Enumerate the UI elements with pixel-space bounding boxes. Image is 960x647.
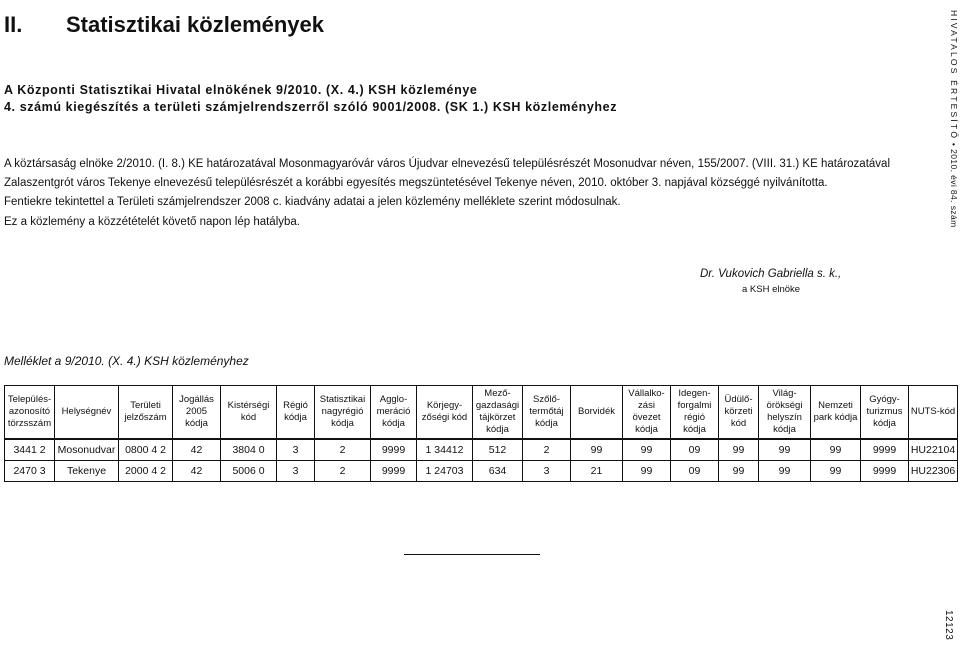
notice-title-line-2: 4. számú kiegészítés a területi számjelrendszerről szóló 9001/2008. (SK 1.) KSH közleményhez — [4, 100, 618, 114]
table-cell: 09 — [671, 461, 719, 482]
table-cell: 99 — [811, 461, 861, 482]
publication-name: HIVATALOS ÉRTESÍTŐ — [949, 10, 959, 141]
table-cell: 99 — [719, 439, 759, 461]
signature-block — [700, 268, 841, 295]
table-cell: 99 — [623, 439, 671, 461]
table-cell: 1 34412 — [417, 439, 473, 461]
column-header: Világ- örökségi helyszín kódja — [759, 386, 811, 440]
issue-number: 2010. évi 84. szám — [949, 149, 959, 228]
notice-body — [4, 155, 934, 232]
table-cell: 99 — [759, 461, 811, 482]
table-cell: Tekenye — [55, 461, 119, 482]
table-cell: 3804 0 — [221, 439, 277, 461]
column-header: Gyógy- turizmus kódja — [861, 386, 909, 440]
table-cell: 9999 — [861, 439, 909, 461]
table-cell: 42 — [173, 439, 221, 461]
publication-running-head — [943, 10, 959, 370]
annex-title: Melléklet a 9/2010. (X. 4.) KSH közleményhez — [4, 354, 249, 368]
table-header-row — [5, 386, 958, 440]
column-header: Üdülő- körzeti kód — [719, 386, 759, 440]
column-header: Idegen- forgalmi régió kódja — [671, 386, 719, 440]
table-cell: HU22306 — [909, 461, 958, 482]
table-cell: 2470 3 — [5, 461, 55, 482]
notice-title — [4, 82, 617, 116]
signatory-name: Dr. Vukovich Gabriella s. k., — [700, 268, 842, 280]
table-cell: 3 — [277, 461, 315, 482]
footer-rule — [404, 554, 540, 555]
table-cell: HU22104 — [909, 439, 958, 461]
table-cell: 99 — [623, 461, 671, 482]
table-cell: 2 — [315, 439, 371, 461]
column-header: Agglo- meráció kódja — [371, 386, 417, 440]
column-header: Szőlő- termőtáj kódja — [523, 386, 571, 440]
table-cell: 99 — [571, 439, 623, 461]
table-cell: 512 — [473, 439, 523, 461]
signatory-role: a KSH elnöke — [742, 284, 801, 295]
column-header: Területi jelzőszám — [119, 386, 173, 440]
table-cell: 99 — [719, 461, 759, 482]
body-paragraph-3: Ez a közlemény a közzétételét követő napon lép hatályba. — [4, 215, 300, 228]
table-row — [5, 461, 958, 482]
column-header: NUTS-kód — [909, 386, 958, 440]
table-cell: 09 — [671, 439, 719, 461]
bullet-separator: • — [949, 142, 959, 147]
table-cell: Mosonudvar — [55, 439, 119, 461]
table-cell: 21 — [571, 461, 623, 482]
table-row — [5, 439, 958, 461]
table-cell: 9999 — [861, 461, 909, 482]
table-cell: 99 — [811, 439, 861, 461]
column-header: Vállalko- zási övezet kódja — [623, 386, 671, 440]
column-header: Borvidék — [571, 386, 623, 440]
table-cell: 5006 0 — [221, 461, 277, 482]
table-cell: 2 — [523, 439, 571, 461]
notice-title-line-1: A Központi Statisztikai Hivatal elnökének 9/2010. (X. 4.) KSH közleménye — [4, 83, 478, 97]
table-cell: 2 — [315, 461, 371, 482]
column-header: Nemzeti park kódja — [811, 386, 861, 440]
table-cell: 9999 — [371, 461, 417, 482]
table-cell: 634 — [473, 461, 523, 482]
body-paragraph-1: A köztársaság elnöke 2/2010. (I. 8.) KE határozatával Mosonmagyaróvár város Újudvar elnevezésű településrészét Mosonudvar néven, 155/2007. (VIII. 31.) KE határozatával Zalaszentgrót város Tekenye elnevezésű településrészét a korábbi egyesítés megszüntetésével Tekenye néven, 2010. október 3. napjával községgé nyilvánította. — [4, 158, 890, 190]
table-cell: 9999 — [371, 439, 417, 461]
table-cell: 3 — [277, 439, 315, 461]
table-cell: 3 — [523, 461, 571, 482]
body-paragraph-2: Fentiekre tekintettel a Területi számjelrendszer 2008 c. kiadvány adatai a jelen közlemény melléklete szerint módosulnak. — [4, 196, 621, 209]
column-header: Kistérségi kód — [221, 386, 277, 440]
table-cell: 99 — [759, 439, 811, 461]
column-header: Statisztikai nagyrégió kódja — [315, 386, 371, 440]
column-header: Jogállás 2005 kódja — [173, 386, 221, 440]
page-number: 12123 — [943, 610, 954, 641]
table-cell: 2000 4 2 — [119, 461, 173, 482]
column-header: Mező- gazdasági tájkörzet kódja — [473, 386, 523, 440]
table-cell: 3441 2 — [5, 439, 55, 461]
column-header: Helységnév — [55, 386, 119, 440]
column-header: Régió kódja — [277, 386, 315, 440]
section-heading — [4, 12, 324, 38]
section-title: Statisztikai közlemények — [66, 12, 325, 37]
table-cell: 1 24703 — [417, 461, 473, 482]
annex-table — [4, 385, 958, 482]
section-number: II. — [4, 12, 23, 37]
table-cell: 0800 4 2 — [119, 439, 173, 461]
table-cell: 42 — [173, 461, 221, 482]
column-header: Település- azonosító törzsszám — [5, 386, 55, 440]
column-header: Körjegy- zőségi kód — [417, 386, 473, 440]
